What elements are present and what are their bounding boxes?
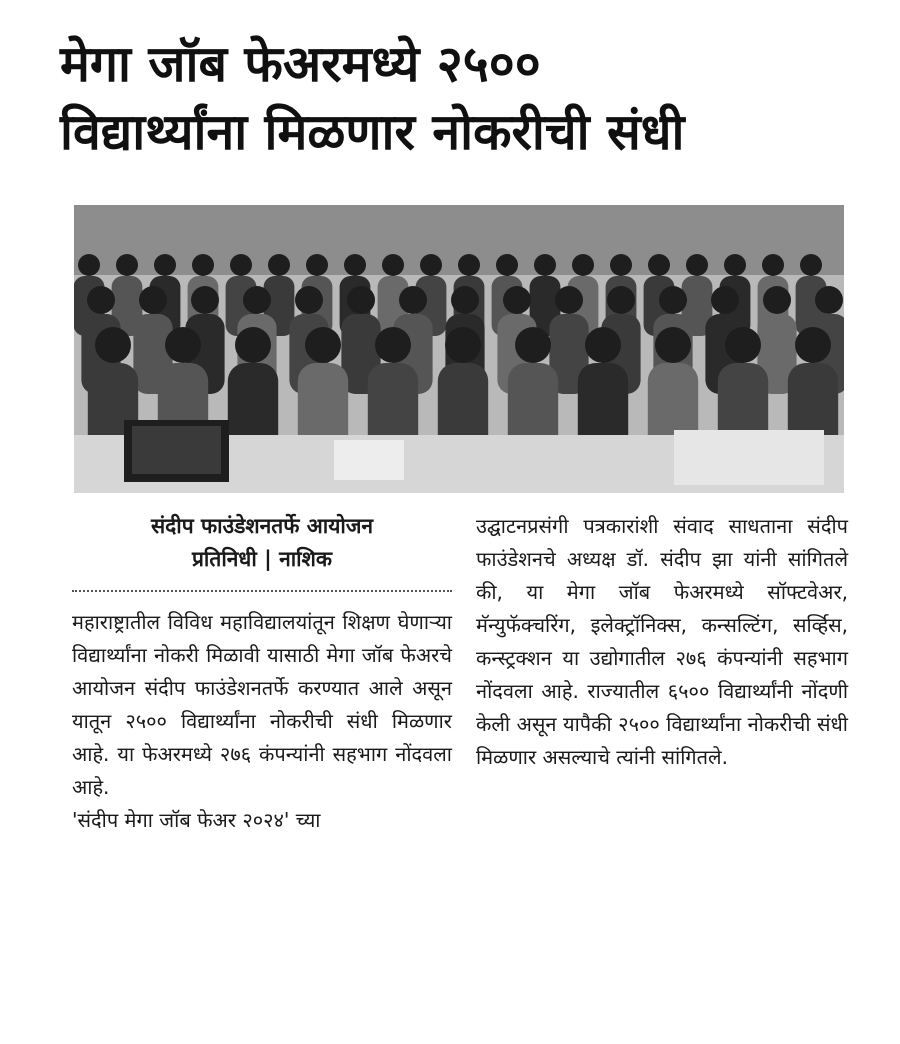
person-head bbox=[382, 254, 404, 276]
person-head bbox=[243, 286, 271, 314]
document-sheet bbox=[334, 440, 404, 480]
column-right bbox=[476, 510, 848, 774]
person-head bbox=[116, 254, 138, 276]
headline-line-2: विद्यार्थ्यांना मिळणार नोकरीची संधी bbox=[60, 103, 685, 161]
person-head bbox=[686, 254, 708, 276]
person-head bbox=[655, 327, 691, 363]
person-head bbox=[87, 286, 115, 314]
person-head bbox=[585, 327, 621, 363]
person-head bbox=[572, 254, 594, 276]
person-head bbox=[295, 286, 323, 314]
person-head bbox=[610, 254, 632, 276]
person-head bbox=[503, 286, 531, 314]
person-head bbox=[305, 327, 341, 363]
person-head bbox=[399, 286, 427, 314]
person-head bbox=[451, 286, 479, 314]
body-paragraph-left: महाराष्ट्रातील विविध महाविद्यालयांतून शिक्षण घेणाऱ्या विद्यार्थ्यांना नोकरी मिळावी यासाठी मेगा जॉब फेअरचे आयोजन संदीप फाउंडेशनतर्फे करण्यात आले असून यातून २५०० विद्यार्थ्यांना नोकरीची संधी मिळणार आहे. या फेअरमध्ये २७६ कंपन्यांनी सहभाग नोंदवला आहे. bbox=[72, 610, 452, 799]
person-head bbox=[139, 286, 167, 314]
person-head bbox=[763, 286, 791, 314]
person-head bbox=[815, 286, 843, 314]
person-head bbox=[762, 254, 784, 276]
person-head bbox=[165, 327, 201, 363]
person-head bbox=[607, 286, 635, 314]
person-head bbox=[659, 286, 687, 314]
person-head bbox=[445, 327, 481, 363]
body-text-left bbox=[72, 606, 452, 837]
body-text-right bbox=[476, 510, 848, 774]
document-sheet-2 bbox=[674, 430, 824, 485]
job-fair-crowd-photo bbox=[74, 205, 844, 493]
byline bbox=[72, 510, 452, 576]
laptop-screen bbox=[132, 426, 221, 474]
byline-reporter: प्रतिनिधी | नाशिक bbox=[191, 547, 333, 571]
byline-divider bbox=[72, 590, 452, 592]
person-head bbox=[534, 254, 556, 276]
person-head bbox=[235, 327, 271, 363]
person-head bbox=[648, 254, 670, 276]
person-head bbox=[515, 327, 551, 363]
news-photo bbox=[74, 205, 844, 493]
body-paragraph-right: उद्घाटनप्रसंगी पत्रकारांशी संवाद साधताना संदीप फाउंडेशनचे अध्यक्ष डॉ. संदीप झा यांनी सांगितले की, या मेगा जॉब फेअरमध्ये सॉफ्टवेअर, मॅन्युफॅक्चरिंग, इलेक्ट्रॉनिक्स, कन्सल्टिंग, सर्व्हिस, कन्स्ट्रक्शन या उद्योगातील २७६ कंपन्यांनी सहभाग नोंदवला आहे. राज्यातील ६५०० विद्यार्थ्यांनी नोंदणी केली असून यापैकी २५०० विद्यार्थ्यांना नोकरीची संधी मिळणार असल्याचे त्यांनी सांगितले. bbox=[476, 514, 848, 769]
person-head bbox=[344, 254, 366, 276]
person-head bbox=[458, 254, 480, 276]
person-head bbox=[555, 286, 583, 314]
column-left bbox=[72, 510, 452, 837]
person-head bbox=[725, 327, 761, 363]
byline-subtitle: संदीप फाउंडेशनतर्फे आयोजन bbox=[150, 514, 374, 538]
person-head bbox=[192, 254, 214, 276]
person-head bbox=[78, 254, 100, 276]
person-head bbox=[496, 254, 518, 276]
person-head bbox=[230, 254, 252, 276]
person-head bbox=[268, 254, 290, 276]
person-head bbox=[724, 254, 746, 276]
person-head bbox=[795, 327, 831, 363]
person-head bbox=[95, 327, 131, 363]
headline bbox=[60, 30, 860, 166]
person-head bbox=[375, 327, 411, 363]
headline-line-1: मेगा जॉब फेअरमध्ये २५०० bbox=[60, 35, 541, 93]
person-head bbox=[191, 286, 219, 314]
body-paragraph-left-quote: 'संदीप मेगा जॉब फेअर २०२४' च्या bbox=[72, 808, 321, 832]
person-head bbox=[420, 254, 442, 276]
person-head bbox=[711, 286, 739, 314]
person-head bbox=[800, 254, 822, 276]
person-head bbox=[347, 286, 375, 314]
person-head bbox=[306, 254, 328, 276]
person-head bbox=[154, 254, 176, 276]
